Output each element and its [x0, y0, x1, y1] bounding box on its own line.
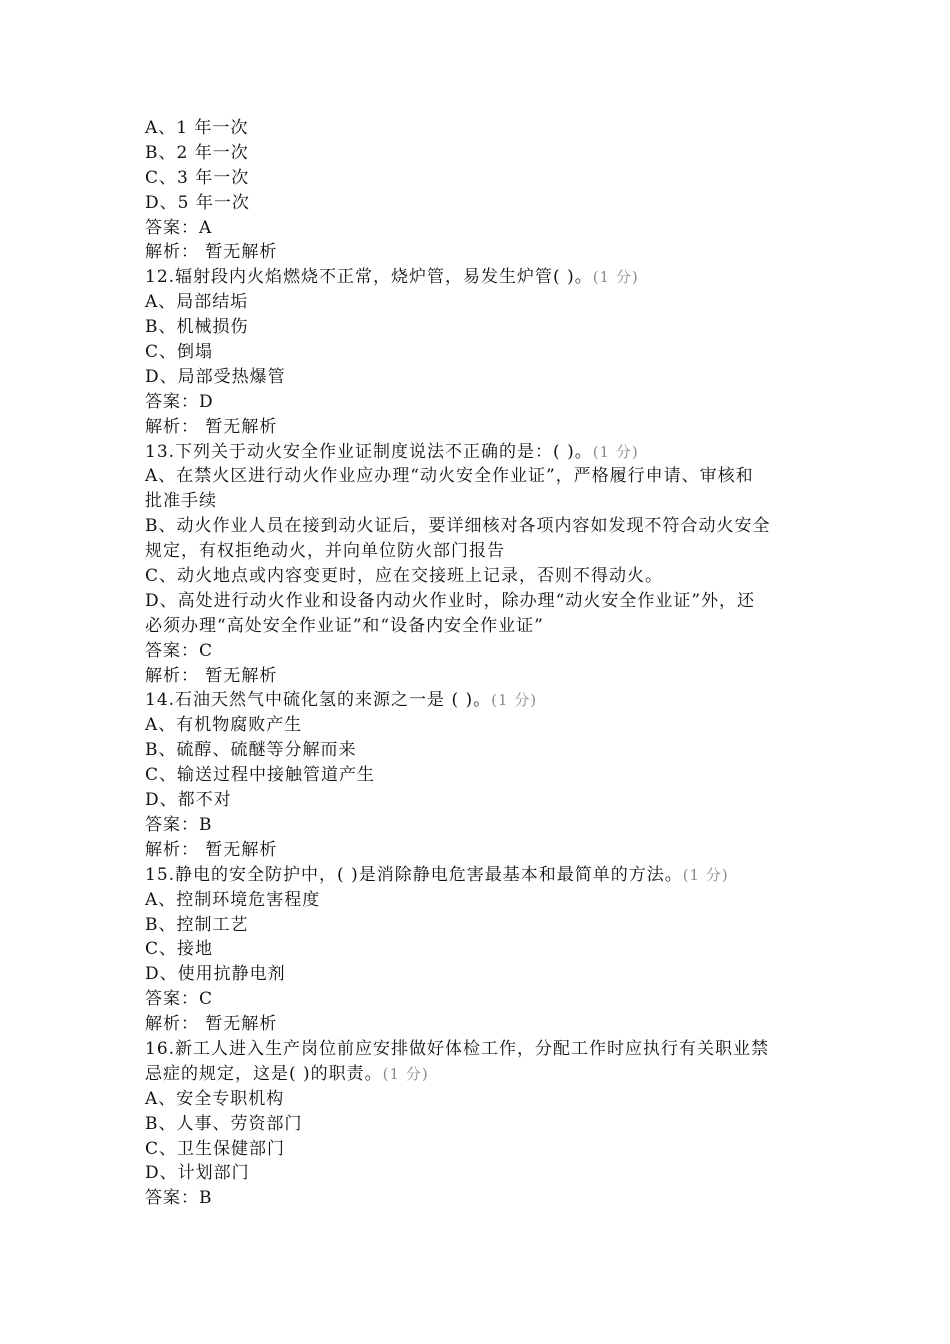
analysis-text: 解析： 暂无解析 — [145, 242, 278, 263]
question-text: 忌症的规定，这是( )的职责。 — [145, 1063, 383, 1084]
analysis-text: 解析： 暂无解析 — [145, 665, 278, 686]
option-line — [145, 489, 815, 514]
option-text: B、2 年一次 — [145, 142, 249, 163]
option-text: C、卫生保健部门 — [145, 1138, 286, 1159]
analysis-text: 解析： 暂无解析 — [145, 416, 278, 437]
option-line — [145, 116, 815, 141]
question-text: 16.新工人进入生产岗位前应安排做好体检工作，分配工作时应执行有关职业禁 — [145, 1038, 770, 1059]
option-text: B、控制工艺 — [145, 914, 249, 935]
answer-line — [145, 987, 815, 1012]
option-text: B、机械损伤 — [145, 317, 249, 338]
option-line — [145, 589, 815, 614]
answer-line — [145, 216, 815, 241]
question-line — [145, 265, 815, 290]
option-line — [145, 1137, 815, 1162]
option-text: B、人事、劳资部门 — [145, 1113, 303, 1134]
question-text: 13.下列关于动火安全作业证制度说法不正确的是：( )。 — [145, 441, 593, 462]
option-line — [145, 913, 815, 938]
option-line — [145, 713, 815, 738]
score-label: (1 分) — [382, 1064, 429, 1083]
option-line — [145, 614, 815, 639]
question-line — [145, 1037, 815, 1062]
option-text: C、3 年一次 — [145, 167, 250, 188]
option-text: B、硫醇、硫醚等分解而来 — [145, 740, 357, 761]
analysis-line — [145, 1012, 815, 1037]
answer-text: 答案：C — [145, 989, 214, 1010]
option-line — [145, 290, 815, 315]
option-text: A、局部结垢 — [145, 292, 249, 313]
answer-line — [145, 390, 815, 415]
option-text: D、局部受热爆管 — [145, 366, 286, 387]
option-text: D、都不对 — [145, 790, 232, 811]
score-label: (1 分) — [592, 442, 639, 461]
question-text: 12.辐射段内火焰燃烧不正常，烧炉管，易发生炉管( )。 — [145, 267, 593, 288]
option-line — [145, 962, 815, 987]
option-line — [145, 365, 815, 390]
option-line — [145, 340, 815, 365]
answer-text: 答案：B — [145, 1188, 213, 1209]
option-text: D、计划部门 — [145, 1163, 250, 1184]
analysis-text: 解析： 暂无解析 — [145, 1014, 278, 1035]
score-label: (1 分) — [592, 268, 639, 287]
analysis-text: 解析： 暂无解析 — [145, 839, 278, 860]
option-line — [145, 191, 815, 216]
answer-line — [145, 639, 815, 664]
option-text: A、有机物腐败产生 — [145, 715, 303, 736]
question-line — [145, 688, 815, 713]
score-label: (1 分) — [491, 691, 538, 710]
option-line — [145, 564, 815, 589]
question-line — [145, 440, 815, 465]
question-line — [145, 1062, 815, 1087]
option-text: A、1 年一次 — [145, 118, 249, 138]
option-line — [145, 464, 815, 489]
option-line — [145, 888, 815, 913]
option-line — [145, 738, 815, 763]
option-text: A、安全专职机构 — [145, 1088, 285, 1109]
answer-text: 答案：A — [145, 217, 213, 238]
option-text: 批准手续 — [145, 491, 217, 512]
question-line — [145, 863, 815, 888]
option-line — [145, 1161, 815, 1186]
score-label: (1 分) — [682, 865, 729, 884]
question-text: 14.石油天然气中硫化氢的来源之一是 ( )。 — [145, 690, 492, 711]
option-line — [145, 1112, 815, 1137]
question-text: 15.静电的安全防护中，( )是消除静电危害最基本和最简单的方法。 — [145, 864, 683, 885]
answer-text: 答案：B — [145, 814, 213, 835]
option-text: A、在禁火区进行动火作业应办理“动火安全作业证”，严格履行申请、审核和 — [145, 466, 754, 487]
option-text: C、接地 — [145, 939, 214, 960]
answer-line — [145, 1186, 815, 1211]
option-text: D、高处进行动火作业和设备内动火作业时，除办理“动火安全作业证”外，还 — [145, 590, 756, 611]
option-text: D、使用抗静电剂 — [145, 964, 286, 985]
option-line — [145, 937, 815, 962]
exam-content — [145, 116, 815, 1211]
option-line — [145, 315, 815, 340]
answer-text: 答案：C — [145, 640, 214, 661]
option-text: 必须办理“高处安全作业证”和“设备内安全作业证” — [145, 615, 544, 636]
option-line — [145, 1087, 815, 1112]
option-text: C、动火地点或内容变更时，应在交接班上记录，否则不得动火。 — [145, 566, 664, 587]
option-text: 规定，有权拒绝动火，并向单位防火部门报告 — [145, 541, 505, 562]
option-text: C、输送过程中接触管道产生 — [145, 765, 376, 786]
option-line — [145, 788, 815, 813]
analysis-line — [145, 240, 815, 265]
option-text: C、倒塌 — [145, 342, 214, 363]
option-line — [145, 514, 815, 539]
option-text: D、5 年一次 — [145, 192, 250, 213]
analysis-line — [145, 838, 815, 863]
option-line — [145, 539, 815, 564]
analysis-line — [145, 415, 815, 440]
option-text: A、控制环境危害程度 — [145, 889, 321, 910]
option-line — [145, 141, 815, 166]
option-line — [145, 166, 815, 191]
option-line — [145, 763, 815, 788]
answer-line — [145, 813, 815, 838]
option-text: B、动火作业人员在接到动火证后，要详细核对各项内容如发现不符合动火安全 — [145, 516, 771, 537]
answer-text: 答案：D — [145, 391, 214, 412]
analysis-line — [145, 664, 815, 689]
